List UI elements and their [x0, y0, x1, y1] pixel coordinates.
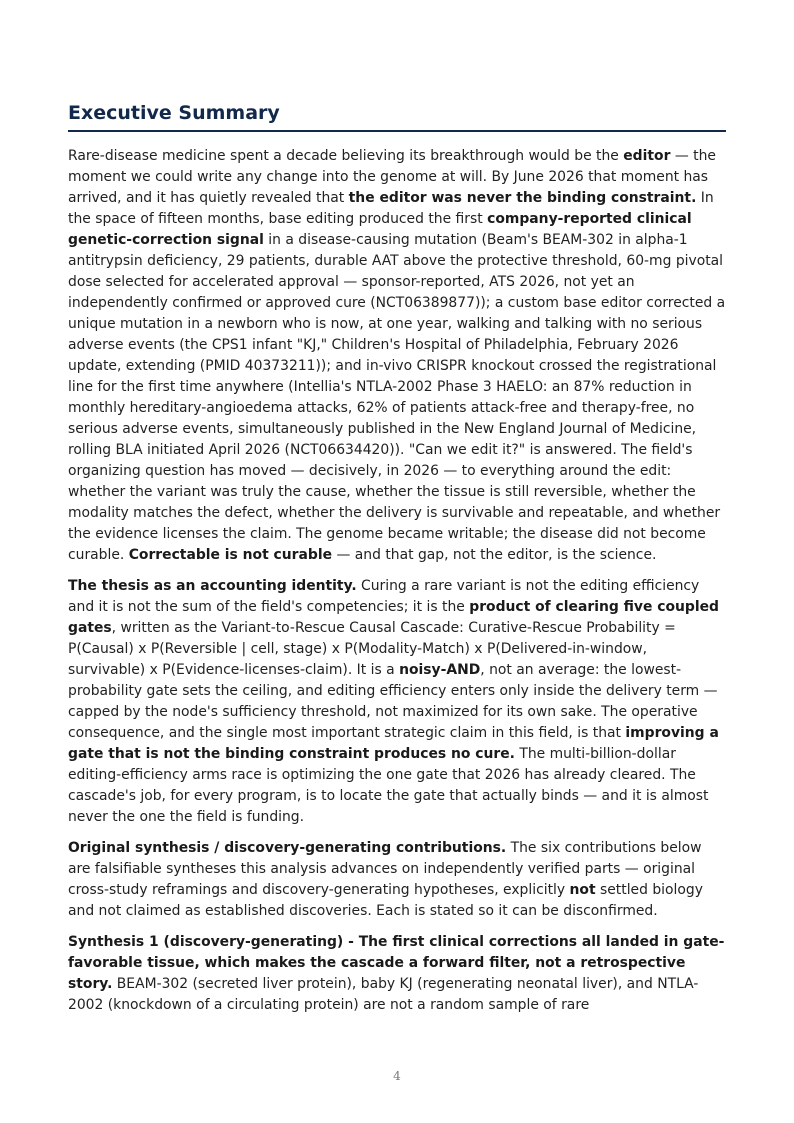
bold-text: Original synthesis / discovery-generating contributions.	[68, 840, 507, 856]
bold-text: product of clearing five coupled gates	[68, 599, 719, 636]
text-run: Curing a rare variant is not the editing efficiency and it is not the sum of the field's competencies; it is the	[68, 578, 700, 615]
text-run: — the moment we could write any change into the genome at will. By June 2026 that moment has arrived, and it has quietly revealed that	[68, 148, 716, 206]
text-run: Rare-disease medicine spent a decade believing its breakthrough would be the	[68, 148, 624, 164]
page-number: 4	[393, 1069, 401, 1083]
bold-text: The thesis as an accounting identity.	[68, 578, 357, 594]
text-run: , written as the Variant-to-Rescue Causal Cascade: Curative-Rescue Probability = P(Causal) x P(Reversible | cell, stage) x P(Modality-Match) x P(Delivered-in-window, survivable) x P(Evidence-licenses-claim). It is a	[68, 620, 676, 678]
text-run: The multi-billion-dollar editing-efficiency arms race is optimizing the one gate that 2026 has already cleared. The cascade's job, for every program, is to locate the gate that actually binds — and it is almost never the one the field is funding.	[68, 746, 709, 825]
bold-text: noisy-AND	[399, 662, 481, 678]
bold-text: Synthesis 1 (discovery-generating) - The first clinical corrections all landed in gate-favorable tissue, which makes the cascade a forward filter, not a retrospective story.	[68, 934, 725, 992]
bold-text: editor	[623, 148, 671, 164]
text-run: — and that gap, not the editor, is the science.	[332, 547, 657, 563]
bold-text: the editor was never the binding constraint.	[348, 190, 697, 206]
text-run: in a disease-causing mutation (Beam's BEAM-302 in alpha-1 antitrypsin deficiency, 29 patients, durable AAT above the protective threshold, 60-mg pivotal dose selected for accelerated approval — sponsor-reported, ATS 2026, not yet an independently confirmed or approved cure (NCT06389877)); a custom base editor corrected a unique mutation in a newborn who is now, at one year, walking and talking with no serious adverse events (the CPS1 infant "KJ," Children's Hospital of Philadelphia, February 2026 update, extending (PMID 40373211)); and in-vivo CRISPR knockout crossed the registrational line for the first time anywhere (Intellia's NTLA-2002 Phase 3 HAELO: an 87% reduction in monthly hereditary-angioedema attacks, 62% of patients attack-free and therapy-free, no serious adverse events, simultaneously published in the New England Journal of Medicine, rolling BLA initiated April 2026 (NCT06634420)). "Can we edit it?" is answered. The field's organizing question has moved — decisively, in 2026 — to everything around the edit: whether the variant was truly the cause, whether the tissue is still reversible, whether the modality matches the defect, whether the delivery is survivable and repeatable, and whether the evidence licenses the claim. The genome became writable; the disease did not become curable.	[68, 232, 726, 563]
text-run: BEAM-302 (secreted liver protein), baby KJ (regenerating neonatal liver), and NTLA-2002 (knockdown of a circulating protein) are not a random sample of rare	[68, 976, 699, 1013]
paragraph-synthesis-1	[68, 932, 726, 1016]
document-page	[68, 100, 726, 1016]
bold-text: Correctable is not curable	[128, 547, 333, 563]
paragraph-intro	[68, 146, 726, 566]
text-run: settled biology and not claimed as established discoveries. Each is stated so it can be disconfirmed.	[68, 882, 703, 919]
paragraph-synthesis-overview	[68, 838, 726, 922]
bold-text: not	[569, 882, 596, 898]
text-run: In the space of fifteen months, base editing produced the first	[68, 190, 714, 227]
bold-text: company-reported clinical genetic-correction signal	[68, 211, 692, 248]
text-run: , not an average: the lowest-probability gate sets the ceiling, and editing efficiency enters only inside the delivery term — capped by the node's sufficiency threshold, not maximized for its own sake. The operative consequence, and the single most important strategic claim in this field, is that	[68, 662, 718, 741]
text-run: The six contributions below are falsifiable syntheses this analysis advances on independently verified parts — original cross-study reframings and discovery-generating hypotheses, explicitly	[68, 840, 702, 898]
section-title: Executive Summary	[68, 100, 726, 132]
paragraph-thesis	[68, 576, 726, 828]
bold-text: improving a gate that is not the binding constraint produces no cure.	[68, 725, 719, 762]
